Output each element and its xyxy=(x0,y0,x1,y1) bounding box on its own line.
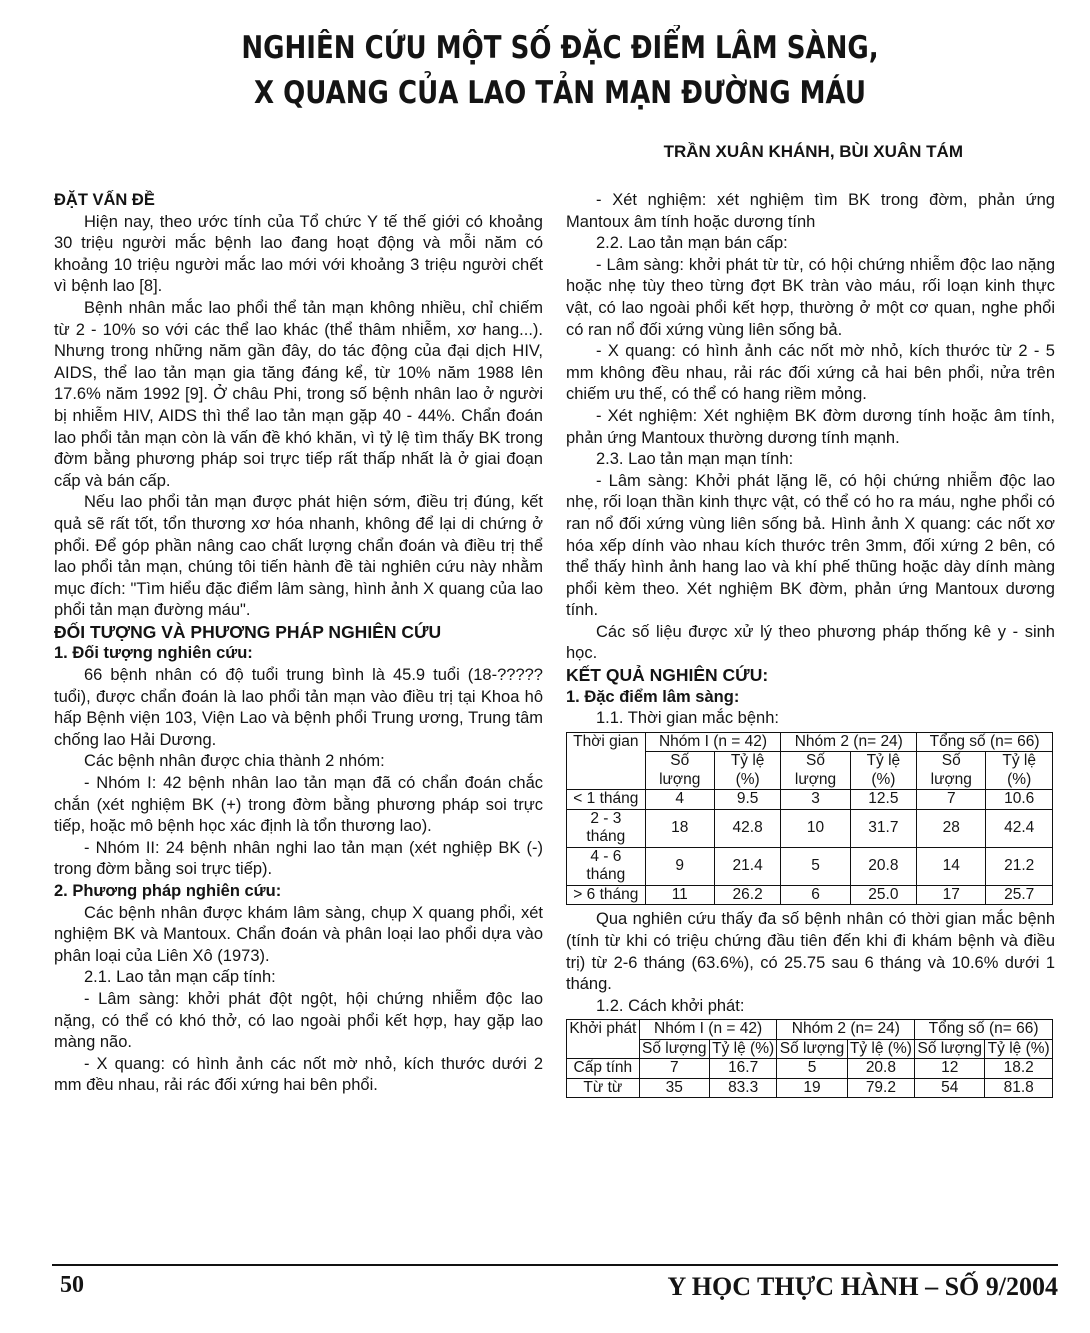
table-header-cell: Số lượng xyxy=(915,1039,985,1059)
table-header-cell: Nhóm I (n = 42) xyxy=(645,732,781,752)
paragraph: - Lâm sàng: khởi phát từ từ, có hội chứng nhiễm độc lao nặng hoặc nhẹ tùy theo từng đợt BK tràn vào máu, rối loạn kinh thực vật, có lao ngoài phổi kết hợp, thường ở một cơ quan, nghe phổi có ran nổ đối xứng vùng liên sống bả. xyxy=(566,255,1055,339)
paragraph: 2.3. Lao tản mạn mạn tính: xyxy=(596,450,794,469)
table-header-cell: Số lượng xyxy=(781,752,850,790)
table-cell: 79.2 xyxy=(847,1078,915,1098)
table-cell: 83.3 xyxy=(709,1078,777,1098)
table-cell: 18 xyxy=(645,809,714,847)
paragraph: - Xét nghiệm: xét nghiệm tìm BK trong đờm, phản ứng Mantoux âm tính hoặc dương tính xyxy=(566,191,1055,231)
table-header-cell: Tỷ lệ (%) xyxy=(847,1039,915,1059)
table-header-cell: Tỷ lệ (%) xyxy=(850,752,917,790)
paragraph: Các số liệu được xử lý theo phương pháp thống kê y - sinh học. xyxy=(566,622,1055,663)
paragraph: 2.2. Lao tản mạn bán cấp: xyxy=(596,234,788,253)
table-cell: 42.8 xyxy=(714,809,781,847)
paragraph: - Xét nghiệm: Xét nghiệm BK đờm dương tính hoặc âm tính, phản ứng Mantoux thường dương tính mạnh. xyxy=(566,406,1055,447)
table-cell: 7 xyxy=(917,790,986,810)
table-cell: 25.0 xyxy=(850,885,917,905)
table-cell: 20.8 xyxy=(850,847,917,885)
table-header-cell: Tổng số (n= 66) xyxy=(917,732,1053,752)
table-caption-duration: 1.1. Thời gian mắc bệnh: xyxy=(596,709,779,728)
table-cell: 25.7 xyxy=(986,885,1053,905)
table-header-cell: Tỷ lệ (%) xyxy=(709,1039,777,1059)
paragraph: Qua nghiên cứu thấy đa số bệnh nhân có thời gian mắc bệnh (tính từ khi có triệu chứng đầu tiên đến khi đi khám bệnh và điều trị) từ 2-6 tháng (63.6%), có 25.75 sau 6 tháng và 10.6% dưới 1 tháng. xyxy=(566,910,1055,994)
paragraph: 66 bệnh nhân có độ tuổi trung bình là 45.9 tuổi (18-????? tuổi), được chẩn đoán là lao phổi tản mạn vào điều trị tại Khoa hô hấp Bệnh viện 103, Viện Lao và bệnh phổi Trung ương, Trung tâm chống lao Hải Dương. xyxy=(54,666,543,749)
table-cell: 6 xyxy=(781,885,850,905)
paragraph: Bệnh nhân mắc lao phổi thể tản mạn không nhiều, chỉ chiếm từ 2 - 10% so với các thể lao khác (thể thâm nhiễm, xơ hang...). Nhưng trong những năm gần đây, do tác động của đại dịch HIV, AIDS, thể lao tản mạn gia tăng đáng kể, từ 10% năm 1988 lên 17.6% năm 1992 [9]. Ở châu Phi, trong số bệnh nhân lao ở người bị nhiễm HIV, AIDS thì thể lao tản mạn gặp 40 - 44%. Chẩn đoán lao phổi tản mạn còn là vấn đề khó khăn, vì tỷ lệ tìm thấy BK trong đờm bằng phương pháp soi trực tiếp rất thấp nhất là ở giai đoạn cấp và bán cấp. xyxy=(54,298,543,490)
paragraph: - X quang: có hình ảnh các nốt mờ nhỏ, kích thước dưới 2 mm đều nhau, rải rác đối xứng hai bên phổi. xyxy=(54,1054,543,1095)
title-line-2: X QUANG CỦA LAO TẢN MẠN ĐƯỜNG MÁU xyxy=(253,75,867,111)
section-heading-introduction: ĐẶT VẤN ĐỀ xyxy=(54,191,155,209)
table-caption-onset: 1.2. Cách khởi phát: xyxy=(596,996,745,1015)
left-column xyxy=(54,190,543,1097)
table-cell: 16.7 xyxy=(709,1059,777,1079)
section-heading-results: KẾT QUẢ NGHIÊN CỨU: xyxy=(566,665,769,686)
table-row xyxy=(567,1059,1053,1079)
table-header-cell: Tỷ lệ (%) xyxy=(986,752,1053,790)
table-cell: 11 xyxy=(645,885,714,905)
subheading-subjects: 1. Đối tượng nghiên cứu: xyxy=(54,644,253,663)
subheading-clinical: 1. Đặc điểm lâm sàng: xyxy=(566,687,740,706)
paragraph: - X quang: có hình ảnh các nốt mờ nhỏ, kích thước từ 2 - 5 mm không đều nhau, rải rác đối xứng cả hai bên phổi, nửa trên chiếm ưu thế, có thể có hang riềm mỏng. xyxy=(566,342,1055,404)
table-cell: < 1 tháng xyxy=(567,790,646,810)
article-title xyxy=(60,26,1060,116)
table-header-cell: Khởi phát xyxy=(567,1020,640,1059)
table-cell: 20.8 xyxy=(847,1059,915,1079)
table-cell: 9 xyxy=(645,847,714,885)
table-row xyxy=(567,1078,1053,1098)
table-header-cell: Nhóm 2 (n= 24) xyxy=(781,732,917,752)
table-cell: 18.2 xyxy=(985,1059,1053,1079)
table-cell: 21.4 xyxy=(714,847,781,885)
table-cell: 5 xyxy=(781,847,850,885)
table-cell: 31.7 xyxy=(850,809,917,847)
table-cell: 2 - 3 tháng xyxy=(567,809,646,847)
table-cell: 10.6 xyxy=(986,790,1053,810)
paragraph: Các bệnh nhân được chia thành 2 nhóm: xyxy=(84,752,385,771)
table-cell: 7 xyxy=(639,1059,709,1079)
table-row xyxy=(567,847,1053,885)
table-cell: 21.2 xyxy=(986,847,1053,885)
table-cell: 35 xyxy=(639,1078,709,1098)
table-header-cell: Số lượng xyxy=(917,752,986,790)
paragraph: - Nhóm I: 42 bệnh nhân lao tản mạn đã có chẩn đoán chắc chắn (xét nghiệm BK (+) trong đờm bằng phương pháp soi trực tiếp, hoặc mô bệnh học xác định là tổn thương lao). xyxy=(54,774,543,836)
paragraph: Nếu lao phổi tản mạn được phát hiện sớm, điều trị đúng, kết quả sẽ rất tốt, tổn thương xơ hóa nhanh, không để lại di chứng ở phổi. Để góp phần nâng cao chất lượng chẩn đoán và điều trị thể lao phổi tản mạn, chúng tôi tiến hành đề tài nghiên cứu này nhằm mục đích: "Tìm hiểu đặc điểm lâm sàng, hình ảnh X quang của lao phổi tản mạn đường máu". xyxy=(54,493,543,620)
table-cell: 28 xyxy=(917,809,986,847)
paragraph: - Lâm sàng: khởi phát đột ngột, hội chứng nhiễm độc lao nặng, có thể có khó thở, có lao ngoài phổi kết hợp, hay gặp lao màng não. xyxy=(54,989,543,1052)
table-cell: 5 xyxy=(777,1059,847,1079)
table-cell: 12 xyxy=(915,1059,985,1079)
paragraph: - Nhóm II: 24 bệnh nhân nghi lao tản mạn (xét nghiệp BK (-) trong đờm bằng soi trực tiếp). xyxy=(54,838,543,879)
table-cell: Từ từ xyxy=(567,1078,640,1098)
authors: TRẦN XUÂN KHÁNH, BÙI XUÂN TÁM xyxy=(663,142,963,161)
title-line-1: NGHIÊN CỨU MỘT SỐ ĐẶC ĐIỂM LÂM SÀNG, xyxy=(241,30,879,66)
table-header-cell: Tỷ lệ (%) xyxy=(985,1039,1053,1059)
table-header-cell: Nhóm I (n = 42) xyxy=(639,1020,777,1040)
table-header-cell: Tỷ lệ (%) xyxy=(714,752,781,790)
duration-table xyxy=(566,732,1053,906)
table-header-cell: Số lượng xyxy=(645,752,714,790)
table-header-cell: Nhóm 2 (n= 24) xyxy=(777,1020,915,1040)
table-header-cell: Số lượng xyxy=(777,1039,847,1059)
table-cell: 19 xyxy=(777,1078,847,1098)
journal-name: Y HỌC THỰC HÀNH – SỐ 9/2004 xyxy=(667,1272,1058,1301)
table-cell: 4 - 6 tháng xyxy=(567,847,646,885)
table-cell: 54 xyxy=(915,1078,985,1098)
paragraph: Hiện nay, theo ước tính của Tổ chức Y tế thế giới có khoảng 30 triệu người mắc bệnh lao đang hoạt động và mỗi năm có khoảng 10 triệu người mắc lao mới với khoảng 3 triệu người chết vì bệnh lao [8]. xyxy=(54,212,543,296)
onset-table xyxy=(566,1019,1053,1098)
table-cell: 3 xyxy=(781,790,850,810)
table-cell: 26.2 xyxy=(714,885,781,905)
right-column xyxy=(566,190,1055,1102)
table-row xyxy=(567,809,1053,847)
paragraph: 2.1. Lao tản mạn cấp tính: xyxy=(84,968,276,987)
table-row xyxy=(567,790,1053,810)
table-cell: 14 xyxy=(917,847,986,885)
table-row xyxy=(567,885,1053,905)
table-cell: > 6 tháng xyxy=(567,885,646,905)
table-cell: 10 xyxy=(781,809,850,847)
subheading-methods: 2. Phương pháp nghiên cứu: xyxy=(54,882,282,900)
table-cell: 42.4 xyxy=(986,809,1053,847)
table-cell: 17 xyxy=(917,885,986,905)
table-cell: 4 xyxy=(645,790,714,810)
table-header-cell: Tổng số (n= 66) xyxy=(915,1020,1053,1040)
table-header-cell: Thời gian xyxy=(567,732,646,790)
table-cell: 81.8 xyxy=(985,1078,1053,1098)
table-header-cell: Số lượng xyxy=(639,1039,709,1059)
page-number: 50 xyxy=(60,1272,84,1298)
table-cell: Cấp tính xyxy=(567,1059,640,1079)
paragraph: Các bệnh nhân được khám lâm sàng, chụp X quang phổi, xét nghiệm BK và Mantoux. Chẩn đoán và phân loại lao phổi dựa vào phân loại của Liên Xô (1973). xyxy=(54,903,543,965)
section-heading-methods: ĐỐI TƯỢNG VÀ PHƯƠNG PHÁP NGHIÊN CỨU xyxy=(54,621,442,642)
table-cell: 12.5 xyxy=(850,790,917,810)
table-cell: 9.5 xyxy=(714,790,781,810)
footer-rule xyxy=(52,1264,1058,1266)
paragraph: - Lâm sàng: Khởi phát lặng lẽ, có hội chứng nhiễm độc lao nhẹ, rối loạn thần kinh thực vật, có thể có ho ra máu, nghe phổi có ran nổ đối xứng vùng liên sống bả. Hình ảnh X quang: các nốt xơ hóa xếp dính vào nhau kích thước trên 3mm, đối xứng 2 bên, có thể thấy hình ảnh hang lao và khí phế thũng hoặc dày dính màng phổi kèm theo. Xét nghiệm BK đờm, phản ứng Mantoux dương tính. xyxy=(566,471,1055,620)
